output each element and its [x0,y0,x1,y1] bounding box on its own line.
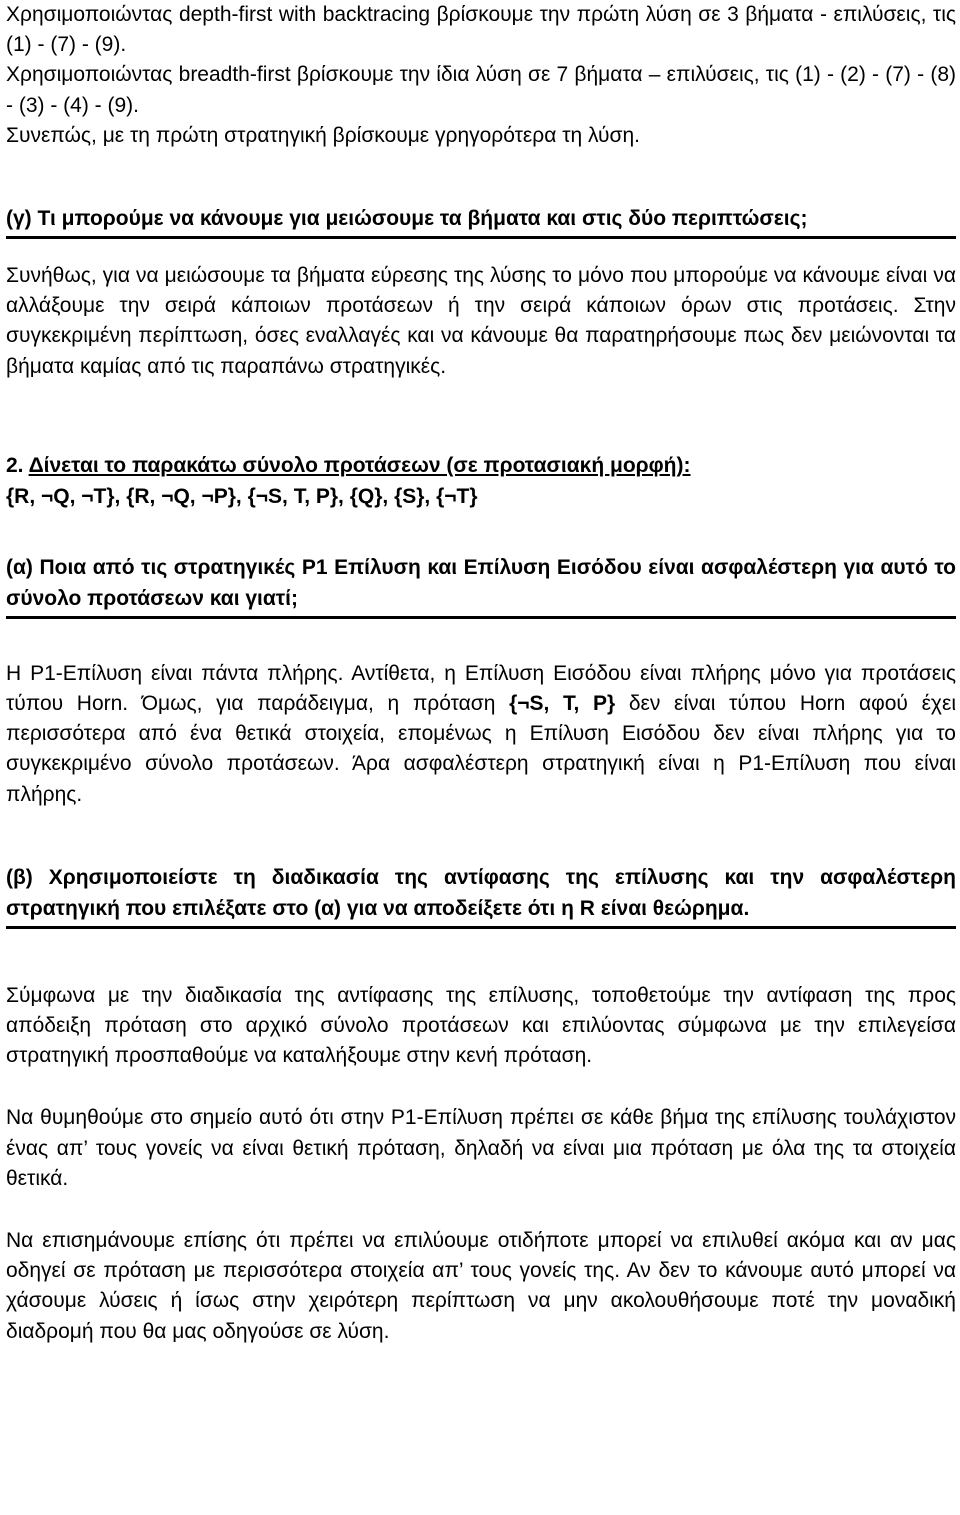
intro-paragraph-breadth-first: Χρησιμοποιώντας breadth-first βρίσκουμε την ίδια λύση σε 7 βήματα – επιλύσεις, τις (1) - (2) - (7) - (8) - (3) - (4) - (9). [6,63,956,117]
question-b-answer-paragraph-2: Να θυμηθούμε στο σημείο αυτό ότι στην P1-Επίλυση πρέπει σε κάθε βήμα της επίλυσης τουλάχιστον ένας απ’ τους γονείς να είναι θετική πρόταση, δηλαδή να είναι μια πρόταση με όλα της τα στοιχεία θετικά. [6,1106,956,1190]
intro-paragraph-conclusion: Συνεπώς, με τη πρώτη στρατηγική βρίσκουμε γρηγορότερα τη λύση. [6,123,640,147]
question-b-answer-paragraph-1: Σύμφωνα με την διαδικασία της αντίφασης της επίλυσης, τοποθετούμε την αντίφαση της προς απόδειξη πρόταση στο αρχικό σύνολο προτάσεων και επιλύοντας σύμφωνα με την επιλεγείσα στρατηγική προσπαθούμε να καταλήξουμε στην κενή πρόταση. [6,983,956,1068]
problem-number: 2. [6,453,24,477]
intro-paragraph-depth-first: Χρησιμοποιώντας depth-first with backtracing βρίσκουμε την πρώτη λύση σε 3 βήματα - επιλύσεις, τις (1) - (7) - (9). [6,3,956,57]
clause-set: {R, ¬Q, ¬T}, {R, ¬Q, ¬P}, {¬S, T, P}, {Q}, {S}, {¬T} [6,484,478,508]
question-b-heading: (β) Χρησιμοποιείστε τη διαδικασία της αντίφασης της επίλυσης και την ασφαλέστερη στρατηγική που επιλέξατε στο (α) για να αποδείξετε ότι η R είναι θεώρημα. [6,862,956,929]
question-g-heading: (γ) Τι μπορούμε να κάνουμε για μειώσουμε τα βήματα και στις δύο περιπτώσεις; [6,203,956,239]
problem-2-heading [6,450,956,481]
question-a-answer [6,659,956,810]
problem-statement: Δίνεται το παρακάτω σύνολο προτάσεων (σε προτασιακή μορφή): [28,453,691,477]
document-page [6,0,956,1347]
question-a-heading: (α) Ποια από τις στρατηγικές P1 Επίλυση και Επίλυση Εισόδου είναι ασφαλέστερη για αυτό το σύνολο προτάσεων και γιατί; [6,552,956,619]
non-horn-clause: {¬S, T, P} [509,692,616,716]
question-a-answer-start: Η P1-Επίλυση είναι πάντα πλήρης. Αντίθετα, η Επίλυση Εισόδου είναι πλήρης μόνο για προτάσεις τύπου Horn. Όμως, για παράδειγμα, η πρόταση [6,661,956,716]
question-b-answer-paragraph-3: Να επισημάνουμε επίσης ότι πρέπει να επιλύουμε οτιδήποτε μπορεί να επιλυθεί ακόμα και αν μας οδηγεί σε πρόταση με περισσότερα στοιχεία απ’ τους γονείς της. Αν δεν το κάνουμε αυτό μπορεί να χάσουμε λύσεις ή ίσως στην χειρότερη περίπτωση να μην ακολουθήσουμε ποτέ την μοναδική διαδρομή που θα μας οδηγούσε σε λύση. [6,1229,956,1343]
question-a-answer-end: δεν είναι τύπου Horn αφού έχει περισσότερα από ένα θετικά στοιχεία, επομένως η Επίλυση Εισόδου δεν είναι πλήρης για το συγκεκριμένο σύνολο προτάσεων. Άρα ασφαλέστερη στρατηγική είναι η P1-Επίλυση που είναι πλήρης. [6,692,956,806]
question-g-answer: Συνήθως, για να μειώσουμε τα βήματα εύρεσης της λύσης το μόνο που μπορούμε να κάνουμε είναι να αλλάξουμε την σειρά κάποιων προτάσεων ή την σειρά κάποιων όρων στις προτάσεις. Στην συγκεκριμένη περίπτωση, όσες εναλλαγές και να κάνουμε θα παρατηρήσουμε πως δεν μειώνονται τα βήματα καμίας από τις παραπάνω στρατηγικές. [6,264,956,378]
